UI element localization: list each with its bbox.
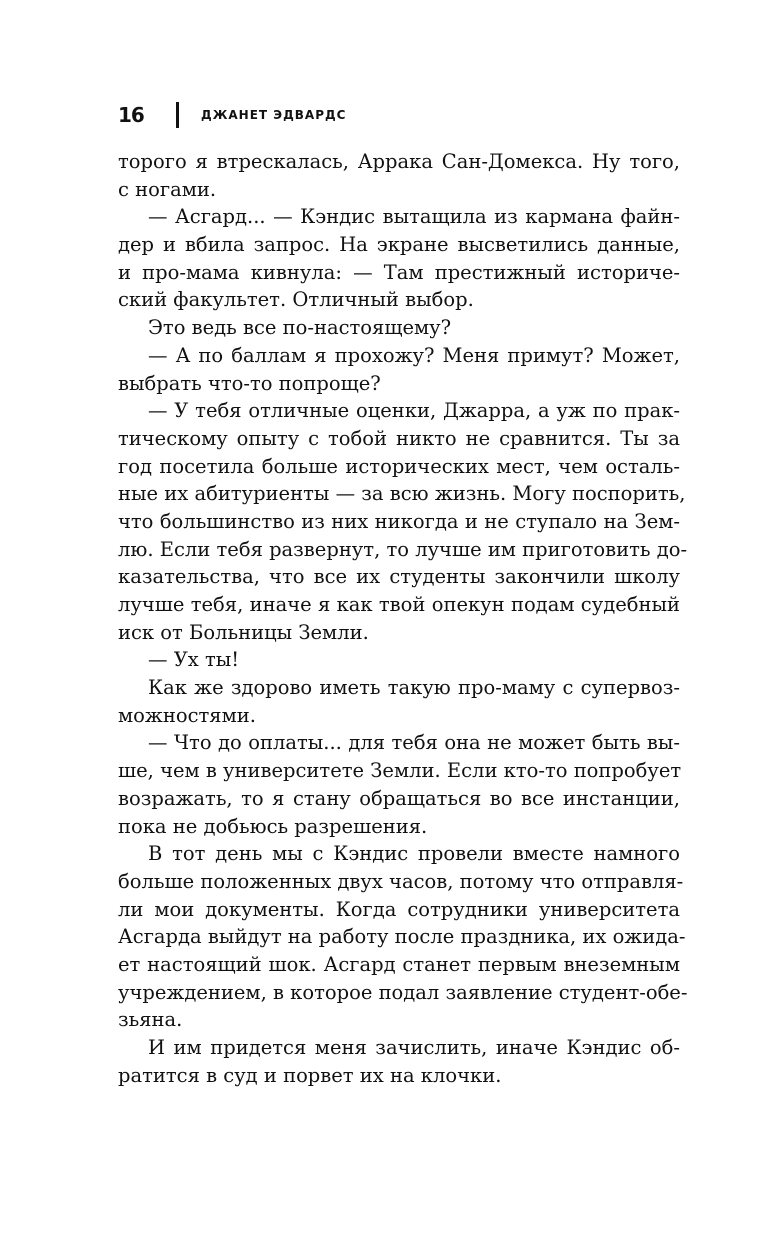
text-line: тическому опыту с тобой никто не сравнится. Ты за [118, 426, 680, 450]
text-line: И им придется меня зачислить, иначе Кэндис об- [148, 1036, 680, 1059]
paragraph [118, 674, 680, 729]
header-divider [176, 102, 179, 128]
text-line: лучше тебя, иначе я как твой опекун подам судебный [118, 593, 680, 616]
text-line: пока не добьюсь разрешения. [118, 814, 428, 838]
running-header [118, 100, 346, 130]
paragraph [118, 840, 688, 1034]
text-line: ли мои документы. Когда сотрудники университета [118, 897, 680, 921]
text-line: — Асгард... — Кэндис вытащила из кармана файн- [148, 205, 680, 229]
text-line: ет настоящий шок. Асгард станет первым внеземным [118, 952, 680, 976]
body-text [118, 148, 688, 1089]
paragraph [118, 729, 680, 840]
text-line: возражать, то я стану обращаться во все инстанции, [118, 786, 680, 810]
text-line: год посетила больше исторических мест, чем осталь- [118, 454, 680, 478]
text-line: торого я втрескалась, Аррака Сан-Домекса. Ну того, [118, 150, 680, 173]
text-line: лю. Если тебя развернут, то лучше им приготовить до- [118, 537, 688, 561]
text-line: — Что до оплаты... для тебя она не может быть вы- [148, 731, 680, 755]
text-line: ше, чем в университете Земли. Если кто-то попробует [118, 759, 682, 783]
paragraph [118, 1034, 680, 1089]
text-line: зьяна. [118, 1008, 183, 1032]
text-line: и про-мама кивнула: — Там престижный историче- [118, 260, 680, 284]
paragraph [118, 148, 680, 203]
text-line: Как же здорово иметь такую про-маму с супервоз- [148, 676, 680, 700]
paragraph [118, 342, 680, 397]
text-line: можностями. [118, 703, 256, 727]
text-line: с ногами. [118, 177, 217, 201]
text-line: дер и вбила запрос. На экране высветились данные, [118, 233, 680, 257]
text-line: — А по баллам я прохожу? Меня примут? Может, [148, 343, 680, 367]
text-line: что большинство из них никогда и не ступало на Зем- [118, 509, 680, 533]
text-line: В тот день мы с Кэндис провели вместе намного [148, 842, 680, 866]
text-line: больше положенных двух часов, потому что отправля- [118, 869, 684, 893]
text-line: — Ух ты! [148, 648, 240, 672]
text-line: Асгарда выйдут на работу после праздника, их ожида- [118, 925, 686, 949]
text-line: иск от Больницы Земли. [118, 620, 369, 644]
paragraph [118, 397, 688, 646]
author-name: ДЖАНЕТ ЭДВАРДС [201, 108, 347, 122]
text-line: — У тебя отличные оценки, Джарра, а уж по прак- [148, 399, 680, 423]
text-line: ратится в суд и порвет их на клочки. [118, 1063, 502, 1087]
text-line: выбрать что-то попроще? [118, 371, 381, 395]
text-line: Это ведь все по-настоящему? [148, 316, 452, 340]
paragraph [118, 203, 680, 314]
text-line: ные их абитуриенты — за всю жизнь. Могу поспорить, [118, 482, 686, 506]
page-number: 16 [118, 103, 144, 127]
text-line: ский факультет. Отличный выбор. [118, 288, 474, 312]
text-line: казательства, что все их студенты закончили школу [118, 565, 680, 589]
text-line: учреждением, в которое подал заявление студент-обе- [118, 980, 688, 1004]
paragraph [118, 646, 680, 674]
paragraph [118, 314, 680, 342]
